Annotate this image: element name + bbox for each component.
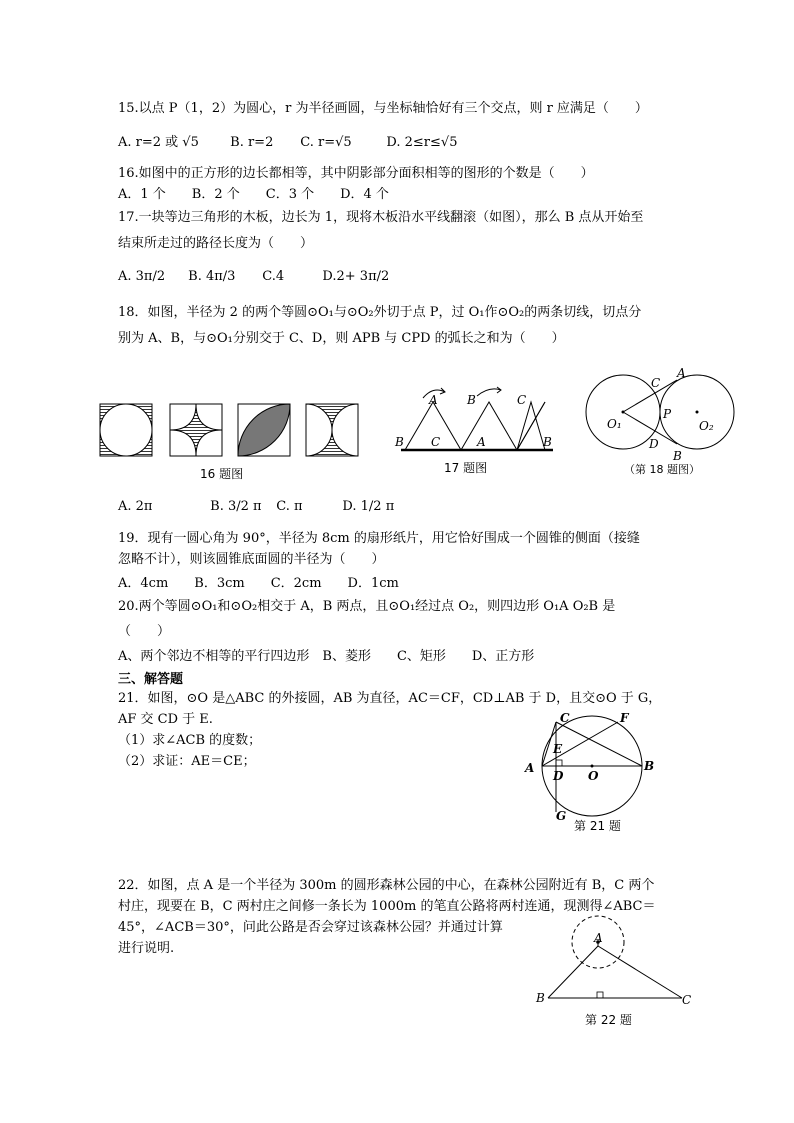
q17-label-b3: B [467,393,476,407]
q21-label-e: E [553,742,563,756]
q16-figure-2 [170,404,222,456]
q21-label-d: D [553,769,564,783]
q17-label-c1: C [431,435,441,449]
q15-option-b: B. r=2 [230,135,274,150]
q17-options [118,268,389,286]
q20-options: A、两个邻边不相等的平行四边形 B、菱形 C、矩形 D、正方形 [118,649,535,664]
q21-line-1: 21．如图，⊙O 是△ABC 的外接圆，AB 为直径，AC＝CF，CD⊥AB 于 D，且交⊙O 于 G， [118,691,662,706]
q22-label-a: A [594,931,603,945]
q21-part-1: （1）求∠ACB 的度数； [118,733,262,748]
q17-option-b: B. 4π/3 [188,269,236,284]
q17-label-b2: B [543,435,552,449]
q18-label-o2: O₂ [699,419,714,433]
q16-figures [98,402,358,458]
q18-option-a: A. 2π [118,499,153,514]
q22-line-3: 45°，∠ACB＝30°，问此公路是否会穿过该森林公园？并通过计算 [118,920,503,935]
q17-label-c2: C [517,393,527,407]
q18-option-d: D. 1/2 π [342,499,395,514]
q17-caption: 17 题图 [444,461,488,475]
q18-label-p: P [663,407,672,421]
q17-figure [393,382,563,462]
q17-stem-1: 17.一块等边三角形的木板，边长为 1，现将木板沿水平线翻滚（如图），那么 B 点从开始至 [118,210,644,225]
q17-option-c: C.4 [262,269,285,284]
q21-label-c: C [560,711,570,725]
q16-options: A．1 个 B．2 个 C．3 个 D．4 个 [118,187,389,202]
q15-options [118,134,457,152]
q17-option-a: A. 3π/2 [118,269,166,284]
q22-figure [534,914,694,1010]
q18-label-d: D [649,437,659,451]
q16-caption: 16 题图 [200,467,244,481]
q21-label-b: B [644,759,655,773]
q17-label-b1: B [395,435,404,449]
q16-figure-4 [306,404,358,456]
q18-options [118,498,394,516]
q17-option-d: D.2+ 3π/2 [322,269,390,284]
q22-line-4: 进行说明. [118,941,175,956]
q18-label-o1: O₁ [607,417,622,431]
q15-option-d: D. 2≤r≤√5 [386,135,458,150]
q20-stem-1: 20.两个等圆⊙O₁和⊙O₂相交于 A，B 两点，且⊙O₁经过点 O₂，则四边形 O₁A O₂B 是 [118,599,616,614]
q19-stem-1: 19．现有一圆心角为 90°，半径为 8cm 的扇形纸片，用它恰好围成一个圆锥的侧面（接缝 [118,531,640,546]
q18-option-b: B. 3/2 π [210,499,262,514]
q21-label-a: A [525,761,535,775]
q18-stem-2: 别为 A、B，与⊙O₁分别交于 C、D，则 APB 与 CPD 的弧长之和为（ ） [118,331,565,346]
q17-label-a1: A [477,435,486,449]
q18-stem-1: 18．如图，半径为 2 的两个等圆⊙O₁与⊙O₂外切于点 P，过 O₁作⊙O₂的两条切线，切点分 [118,305,642,320]
q18-label-c: C [651,376,661,390]
q22-line-2: 村庄，现要在 B，C 两村庄之间修一条长为 1000m 的笔直公路将两村连通，现测得∠ABC＝ [118,899,656,914]
q22-label-b: B [536,991,545,1005]
q21-line-2: AF 交 CD 于 E. [118,712,213,727]
q18-label-a: A [677,366,686,380]
q16-stem: 16.如图中的正方形的边长都相等，其中阴影部分面积相等的图形的个数是（ ） [118,166,594,181]
q22-label-c: C [682,993,692,1007]
section-heading: 三、解答题 [118,672,184,687]
q21-label-f: F [620,711,629,725]
q21-part-2: （2）求证：AE＝CE； [118,754,256,769]
q16-figure-3 [238,404,290,456]
q17-stem-2: 结束所走过的路径长度为（ ） [118,236,314,251]
q16-figure-1 [100,404,152,456]
q18-option-c: C. π [276,499,303,514]
q20-stem-2: （ ） [118,624,171,639]
q19-options: A．4cm B．3cm C．2cm D．1cm [118,576,399,591]
q18-figure [585,366,745,463]
q22-caption: 第 22 题 [585,1013,632,1027]
q15-stem: 15.以点 P（1，2）为圆心，r 为半径画圆，与坐标轴恰好有三个交点，则 r 应满足（ ） [118,101,648,116]
q18-label-b: B [673,449,682,463]
q18-caption: （第 18 题图） [624,463,700,476]
q19-stem-2: 忽略不计），则该圆锥底面圆的半径为（ ） [118,552,385,567]
q15-option-a: A. r=2 或 √5 [118,135,199,150]
q21-label-o: O [588,769,599,783]
q21-caption: 第 21 题 [574,819,621,833]
q15-option-c: C. r=√5 [300,135,352,150]
q22-line-1: 22．如图，点 A 是一个半径为 300m 的圆形森林公园的中心，在森林公园附近有 B，C 两个 [118,878,655,893]
q17-label-a2: A [429,393,438,407]
q21-label-g: G [556,809,567,823]
q21-figure [522,708,662,823]
